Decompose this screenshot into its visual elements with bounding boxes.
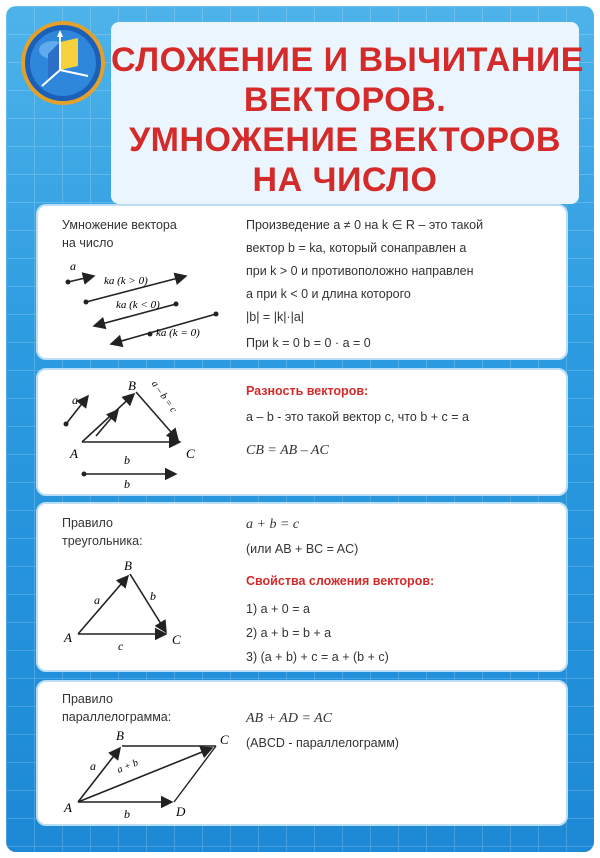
section-triangle-rule [36,502,568,672]
section4-label-2: параллелограмма: [62,710,172,724]
vec-a-label: a [70,259,76,273]
vec-b-label-2: b [124,477,130,491]
title-line-1: СЛОЖЕНИЕ И ВЫЧИТАНИЕ [111,41,584,79]
section1-def-1: Произведение a ≠ 0 на k ∈ R – это такой [246,218,484,232]
section4-line-1: AB + AD = AC [246,711,333,726]
point-C: C [220,732,229,747]
title-line-3: УМНОЖЕНИЕ ВЕКТОРОВ [129,121,561,159]
section1-def-6: При k = 0 b = 0 · a = 0 [246,336,371,350]
vector-axes-icon [20,20,106,106]
section3-heading: Свойства сложения векторов: [246,574,435,588]
section3-label-1: Правило [62,516,113,530]
vec-a-label: a [94,593,100,607]
section1-def-4: a при k < 0 и длина которого [246,287,411,301]
triangle-diagram [58,560,228,670]
section-multiply-by-number [36,204,568,360]
multiply-diagram [56,254,226,352]
point-B: B [116,728,124,743]
section3-prop-1: 1) a + 0 = a [246,602,310,616]
vec-b-label: b [124,453,130,467]
point-B: B [128,378,136,393]
section4-line-2: (ABCD - параллелограмм) [246,736,399,750]
section3-label-2: треугольника: [62,534,143,548]
difference-diagram [52,376,232,494]
header-panel [111,22,584,204]
point-D: D [176,804,186,819]
point-A: A [64,800,72,815]
vec-b-label: b [150,589,156,603]
section4-label-1: Правило [62,692,113,706]
section2-line-1: a – b - это такой вектор c, что b + c = a [246,410,469,424]
diff-label: a – b = c [148,378,179,415]
parallelogram-diagram [56,726,256,824]
section-vector-difference [36,368,568,496]
point-B: B [124,560,132,573]
section3-line-2: (или AB + BC = AC) [246,542,359,556]
point-C: C [172,632,181,647]
vec-c-label: c [118,639,124,653]
title-line-4: НА ЧИСЛО [252,161,438,199]
section2-heading: Разность векторов: [246,384,369,398]
title-line-2: ВЕКТОРОВ. [243,81,447,119]
section1-def-3: при k > 0 и противоположно направлен [246,264,474,278]
vec-ka-zero-label: ka (k = 0) [156,327,200,339]
section1-label-2: на число [62,236,114,250]
section1-def-5: |b| = |k|·|a| [246,310,305,324]
vec-a-label: a [90,759,96,773]
section3-line-1: a + b = c [246,517,300,532]
vec-a-label: a [72,393,78,407]
vec-ka-neg-label: ka (k < 0) [116,299,160,311]
point-A: A [70,446,78,461]
point-C: C [186,446,195,461]
page-title [111,40,584,200]
sum-label: a + b [115,757,140,776]
poster [6,6,594,852]
section1-label-1: Умножение вектора [62,218,177,232]
section2-line-2: CB = AB – AC [246,443,329,458]
point-A: A [64,630,72,645]
section-parallelogram-rule [36,680,568,826]
section1-def-2: вектор b = ka, который сонаправлен a [246,241,467,255]
vec-ka-pos-label: ka (k > 0) [104,275,148,287]
section3-prop-3: 3) (a + b) + c = a + (b + c) [246,650,389,664]
vec-b-label: b [124,807,130,821]
section3-prop-2: 2) a + b = b + a [246,626,332,640]
